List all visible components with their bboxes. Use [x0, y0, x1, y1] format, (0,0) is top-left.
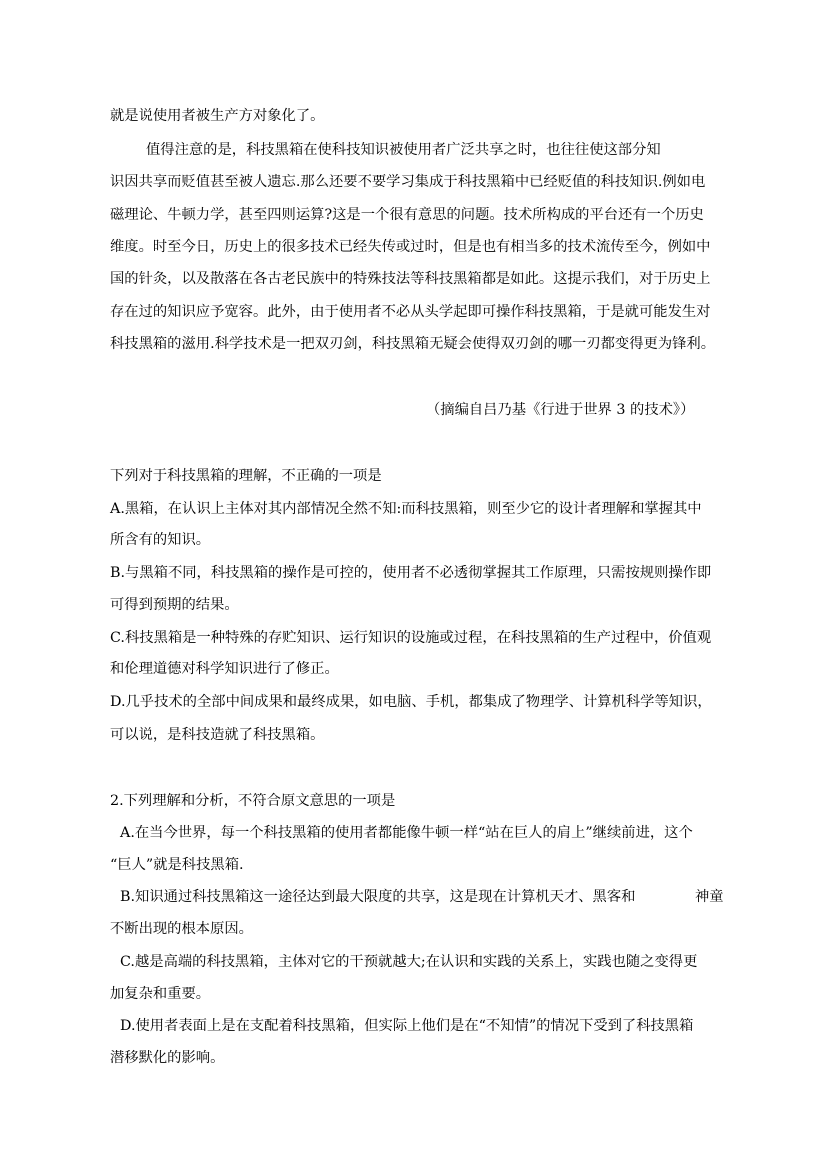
question-2-option-c-line-1: C.越是高端的科技黑箱，主体对它的干预就越大;在认识和实践的关系上，实践也随之变得更: [120, 954, 698, 970]
question-1-option-b-line-2: 可得到预期的结果。: [110, 597, 239, 613]
question-2-option-d-line-2: 潜移默化的影响。: [110, 1050, 225, 1066]
question-1-option-a-line-2: 所含有的知识。: [110, 532, 211, 548]
question-2-stem: 2.下列理解和分析，不符合原文意思的一项是: [110, 793, 396, 809]
question-1-option-b-line-1: B.与黑箱不同，科技黑箱的操作是可控的，使用者不必透彻掌握其工作原理，只需按规则操作即: [110, 565, 712, 581]
passage-line-1: 就是说使用者被生产方对象化了。: [110, 108, 325, 124]
question-2-option-b-line-1: B.知识通过科技黑箱这一途径达到最大限度的共享，这是现在计算机天才、黑客和: [120, 889, 636, 905]
passage-line-5: 维度。时至今日，历史上的很多技术已经失传或过时，但是也有相当多的技术流传至今，例如中: [110, 239, 711, 255]
question-1-option-a-line-1: A.黑箱，在认识上主体对其内部情况全然不知:而科技黑箱，则至少它的设计者理解和掌握其中: [110, 501, 702, 517]
passage-line-2: 值得注意的是，科技黑箱在使科技知识被使用者广泛共享之时，也往往使这部分知: [146, 142, 661, 158]
question-2-option-c-line-2: 加复杂和重要。: [110, 986, 211, 1002]
passage-line-7: 存在过的知识应予宽容。此外，由于使用者不必从头学起即可操作科技黑箱，于是就可能发生对: [110, 304, 711, 320]
question-2-option-b-line-2: 不断出现的根本原因。: [110, 921, 253, 937]
question-2-option-d-line-1: D.使用者表面上是在支配着科技黑箱，但实际上他们是在“不知情”的情况下受到了科技黑箱: [120, 1018, 694, 1034]
passage-source: （摘编自吕乃基《行进于世界 3 的技术》）: [426, 402, 695, 418]
passage-line-3: 识因共享而贬值甚至被人遗忘.那么还要不要学习集成于科技黑箱中已经贬值的科技知识.例如电: [110, 174, 706, 190]
passage-line-4: 磁理论、牛顿力学，甚至四则运算?这是一个很有意思的问题。技术所构成的平台还有一个历史: [110, 207, 704, 223]
question-1-option-c-line-2: 和伦理道德对科学知识进行了修正。: [110, 661, 339, 677]
passage-line-6: 国的针灸，以及散落在各古老民族中的特殊技法等科技黑箱都是如此。这提示我们，对于历史上: [110, 271, 711, 287]
question-1-option-d-line-2: 可以说，是科技造就了科技黑箱。: [110, 727, 325, 743]
question-2-option-a-line-2: “巨人”就是科技黑箱.: [110, 857, 244, 873]
question-1-option-d-line-1: D.几乎技术的全部中间成果和最终成果，如电脑、手机，都集成了物理学、计算机科学等知识，: [110, 694, 712, 710]
question-2-option-a-line-1: A.在当今世界，每一个科技黑箱的使用者都能像牛顿一样“站在巨人的肩上”继续前进，这个: [120, 825, 693, 841]
question-1-stem: 下列对于科技黑箱的理解，不正确的一项是: [110, 468, 382, 484]
passage-line-8: 科技黑箱的滋用.科学技术是一把双刃剑，科技黑箱无疑会使得双刃剑的哪一刃都变得更为锋利。: [110, 336, 716, 352]
question-1-option-c-line-1: C.科技黑箱是一种特殊的存贮知识、运行知识的设施或过程，在科技黑箱的生产过程中，价值观: [110, 630, 712, 646]
question-2-option-b-gap-word: 神童: [695, 889, 724, 905]
